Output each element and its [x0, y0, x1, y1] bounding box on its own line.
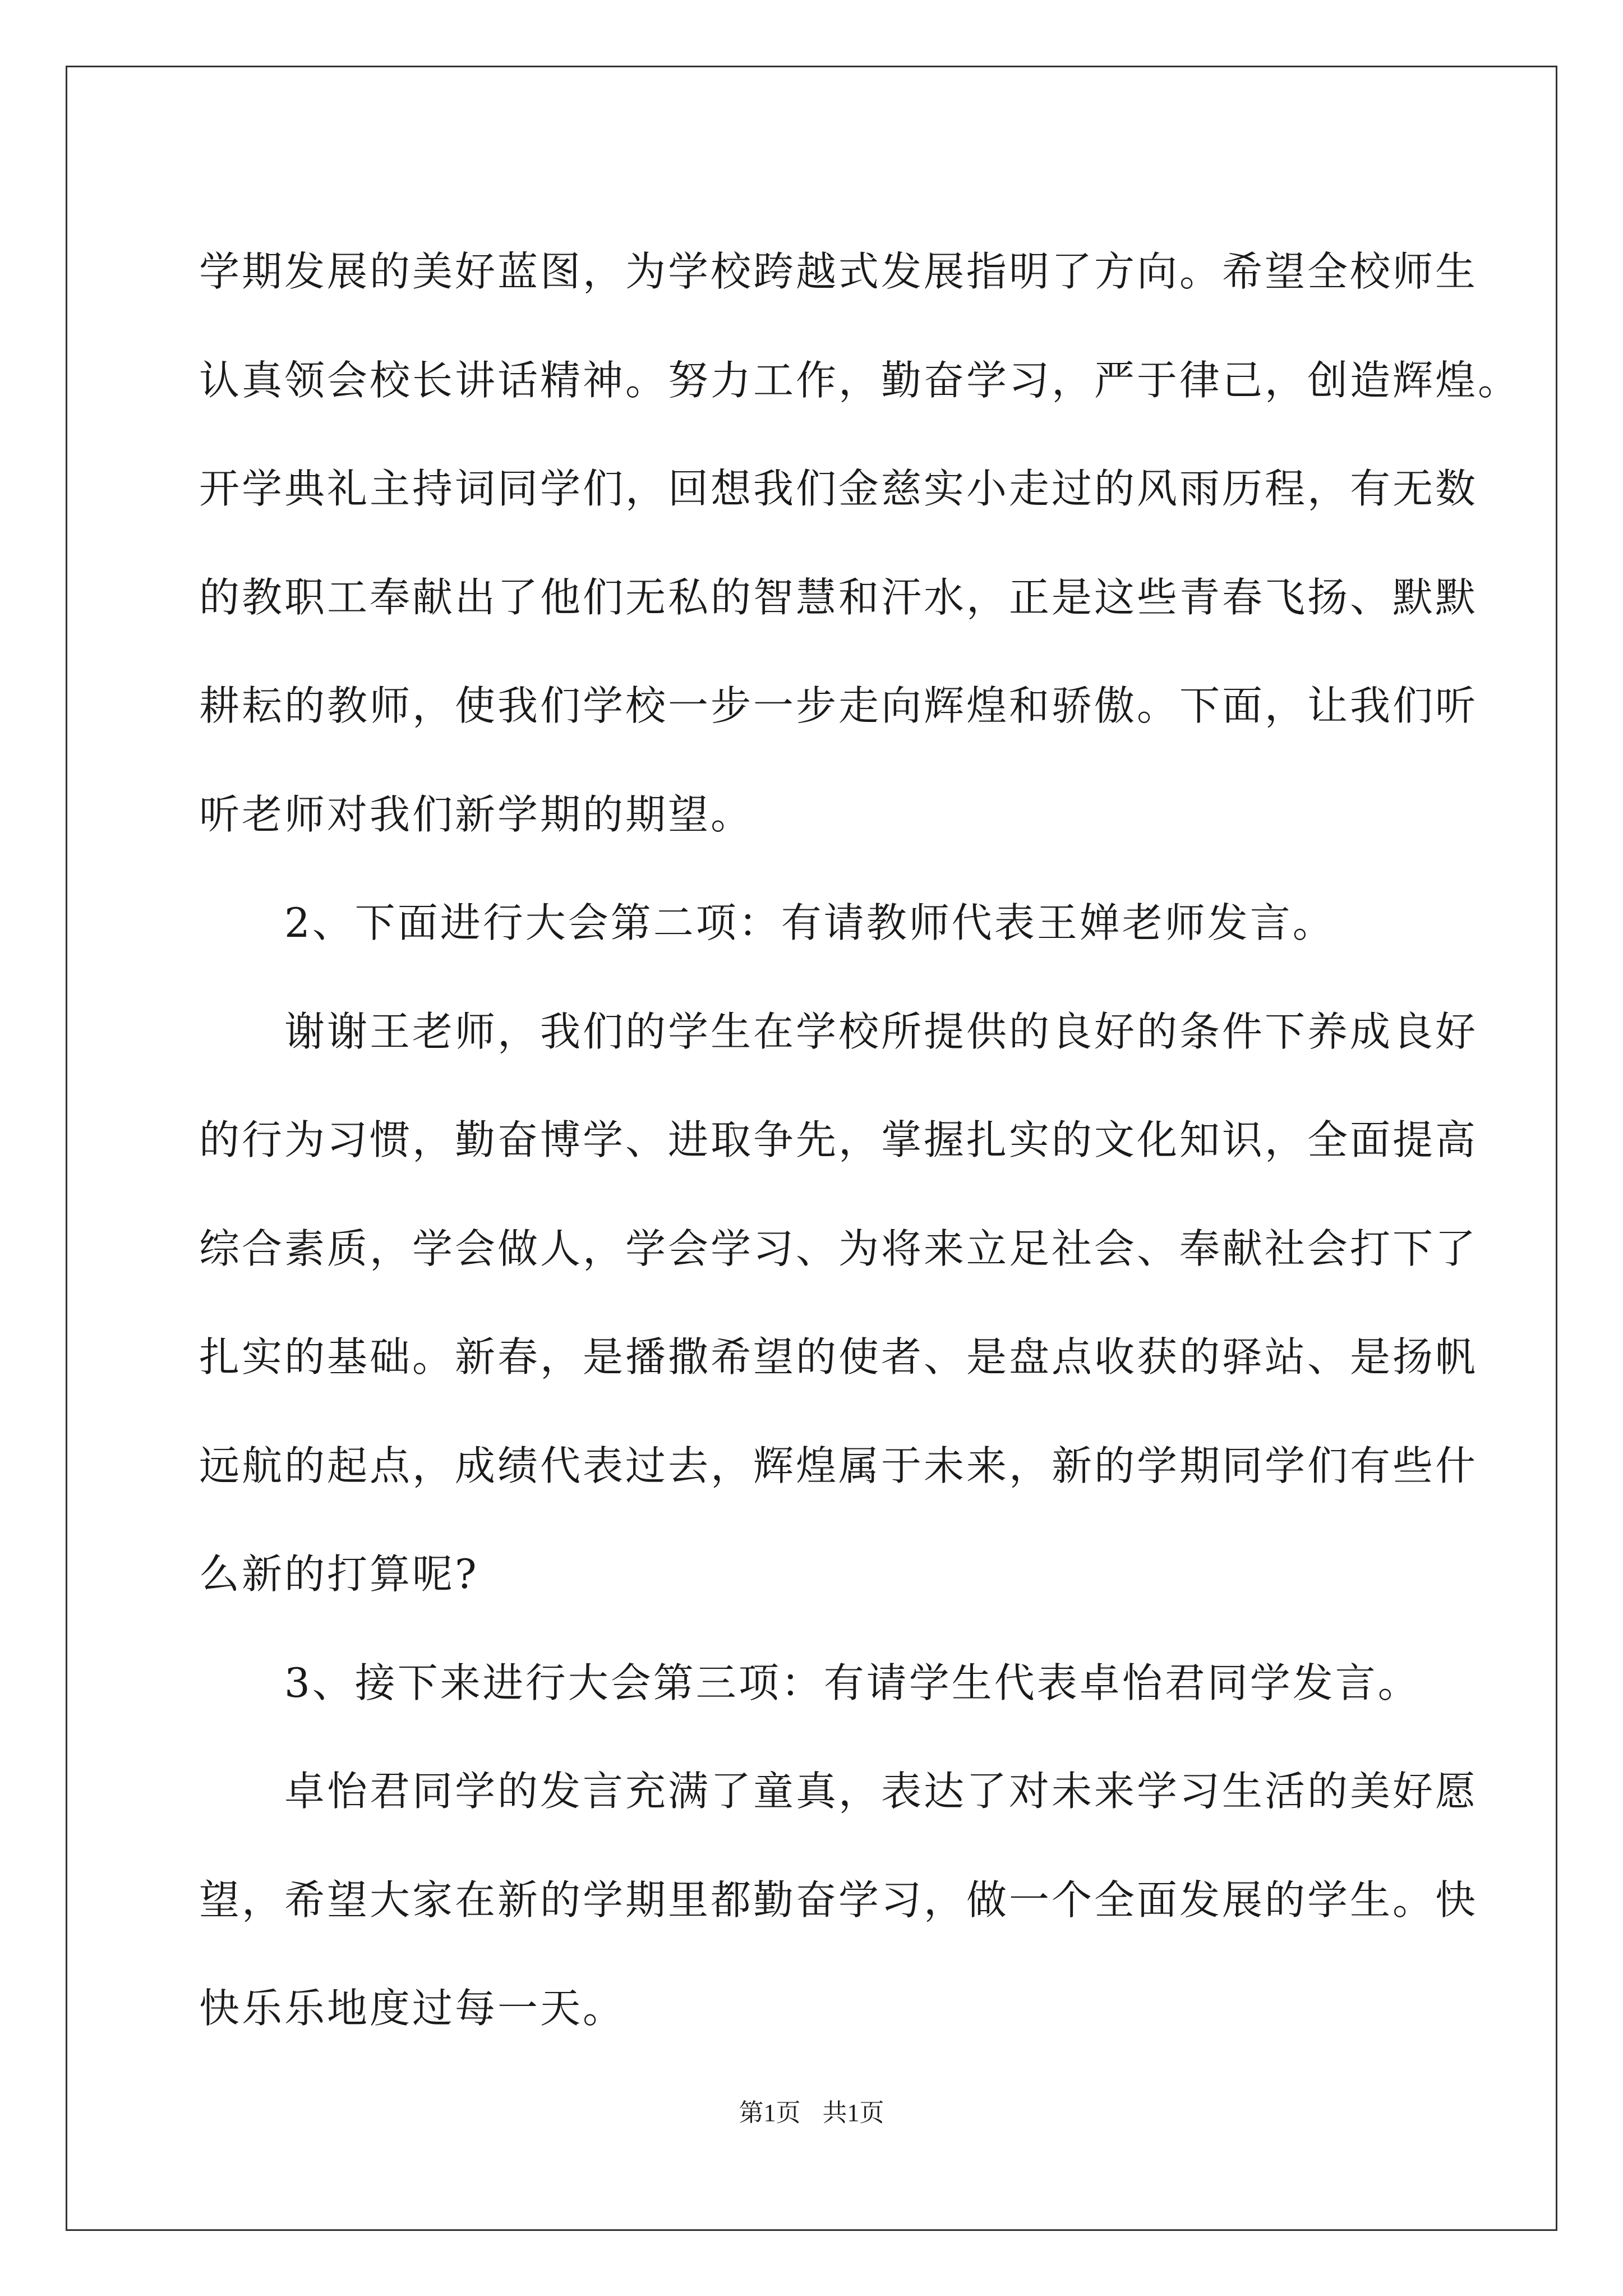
text-line-3: 开学典礼主持词同学们，回想我们金慈实小走过的风雨历程，有无数 [199, 465, 1478, 512]
page-number-total: 共1页 [822, 2099, 884, 2127]
page-number-current: 第1页 [739, 2099, 801, 2127]
text-line-12: 远航的起点，成绩代表过去，辉煌属于未来，新的学期同学们有些什 [199, 1442, 1478, 1489]
text-line-1: 学期发展的美好蓝图，为学校跨越式发展指明了方向。希望全校师生 [199, 248, 1478, 295]
page-footer [0, 2092, 1623, 2128]
text-line-7: 2、下面进行大会第二项：有请教师代表王婵老师发言。 [284, 899, 1335, 946]
document-body [199, 218, 1521, 2063]
text-line-6: 听老师对我们新学期的期望。 [199, 790, 754, 838]
text-line-9: 的行为习惯，勤奋博学、进取争先，掌握扎实的文化知识，全面提高 [199, 1116, 1478, 1163]
text-line-10: 综合素质，学会做人，学会学习、为将来立足社会、奉献社会打下了 [199, 1225, 1478, 1272]
text-line-4: 的教职工奉献出了他们无私的智慧和汗水，正是这些青春飞扬、默默 [199, 573, 1478, 621]
text-line-11: 扎实的基础。新春，是播撒希望的使者、是盘点收获的驿站、是扬帆 [199, 1333, 1478, 1381]
text-line-16: 望，希望大家在新的学期里都勤奋学习，做一个全面发展的学生。快 [199, 1876, 1478, 1924]
text-line-14: 3、接下来进行大会第三项：有请学生代表卓怡君同学发言。 [284, 1659, 1421, 1706]
text-line-5: 耕耘的教师，使我们学校一步一步走向辉煌和骄傲。下面，让我们听 [199, 682, 1478, 729]
text-line-2: 认真领会校长讲话精神。努力工作，勤奋学习，严于律己，创造辉煌。 [199, 356, 1521, 404]
text-line-8: 谢谢王老师，我们的学生在学校所提供的良好的条件下养成良好 [284, 1007, 1478, 1055]
text-line-15: 卓怡君同学的发言充满了童真，表达了对未来学习生活的美好愿 [284, 1768, 1478, 1815]
text-line-13: 么新的打算呢? [199, 1550, 479, 1598]
text-line-17: 快乐乐地度过每一天。 [199, 1985, 626, 2032]
